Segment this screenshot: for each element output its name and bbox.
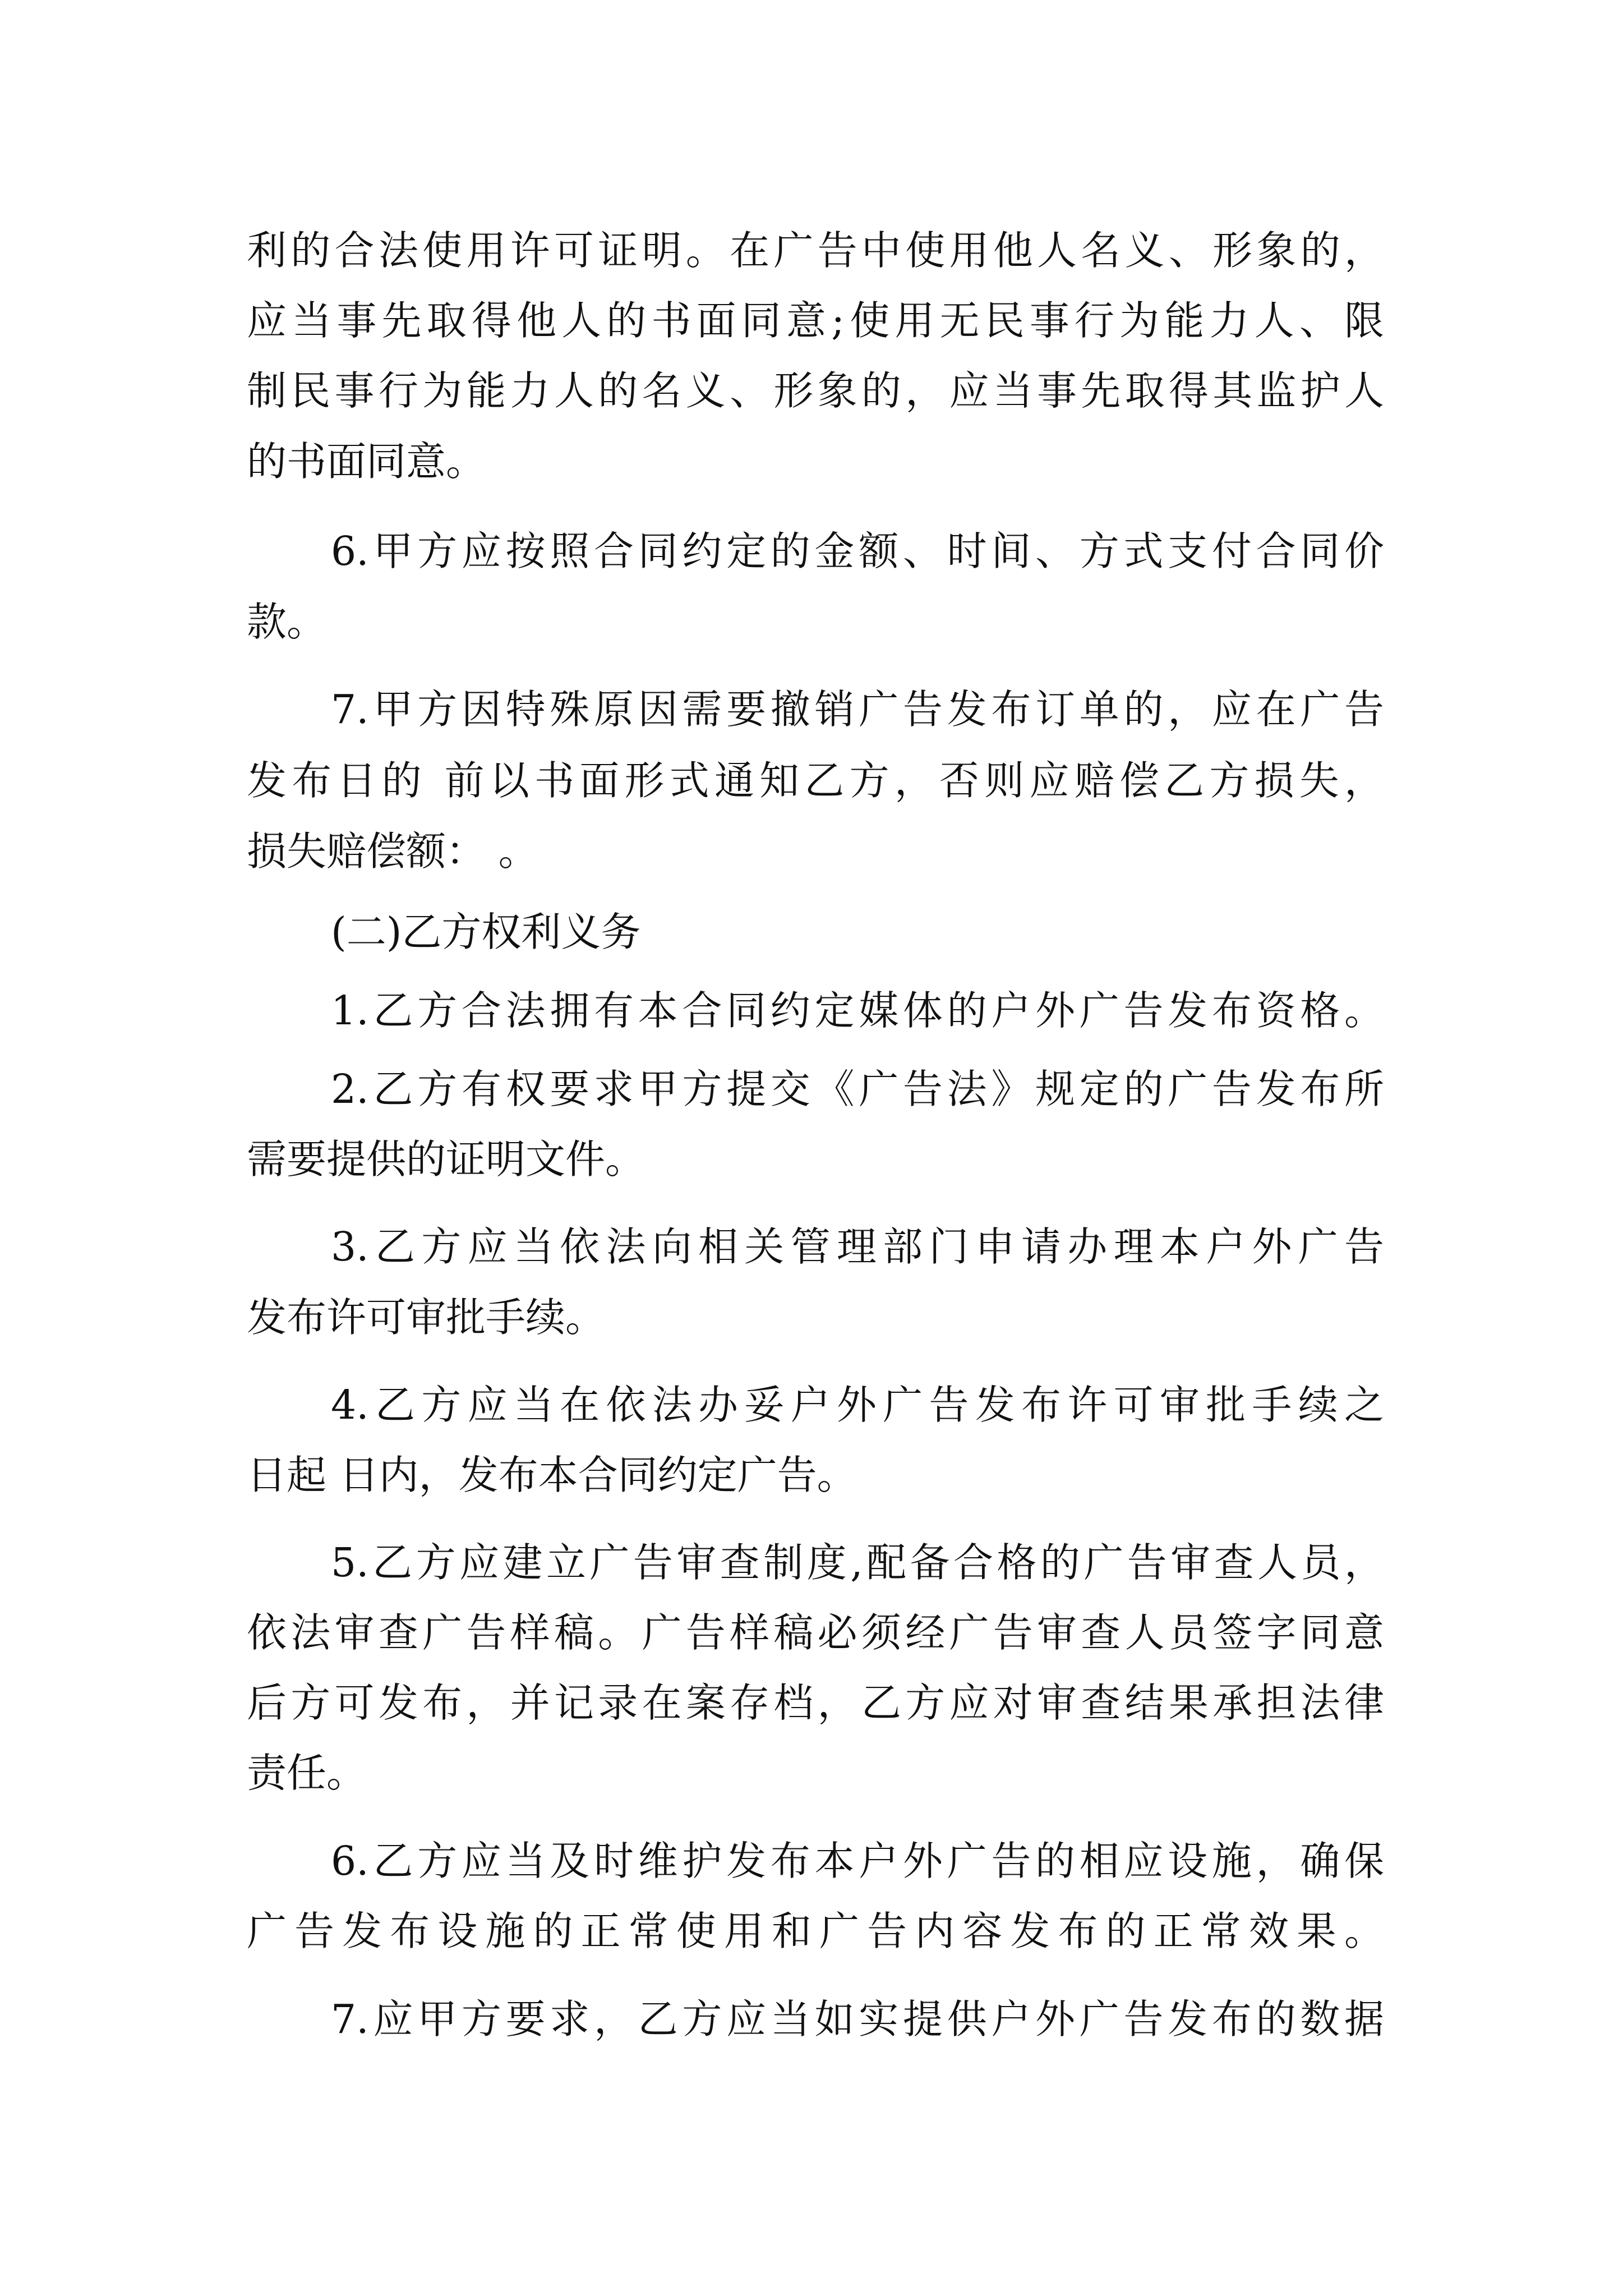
text-line: 1.乙方合法拥有本合同约定媒体的户外广告发布资格。 (331, 987, 1384, 1034)
text-line: 依法审查广告样稿。广告样稿必须经广告审查人员签字同意 (247, 1609, 1384, 1656)
text-line: 应当事先取得他人的书面同意;使用无民事行为能力人、限 (247, 297, 1384, 344)
text-line: 7.甲方因特殊原因需要撤销广告发布订单的，应在广告 (331, 686, 1384, 733)
text-line: 需要提供的证明文件。 (247, 1136, 645, 1182)
text-line: 款。 (247, 599, 327, 645)
text-line: 发布许可审批手续。 (247, 1294, 606, 1341)
text-line: 责任。 (247, 1750, 367, 1796)
text-line: 日起 日内，发布本合同约定广告。 (247, 1452, 857, 1498)
text-line: 利的合法使用许可证明。在广告中使用他人名义、形象的， (247, 227, 1384, 274)
text-line: 6.甲方应按照合同约定的金额、时间、方式支付合同价 (331, 528, 1384, 574)
text-line: 5.乙方应建立广告审查制度,配备合格的广告审查人员， (331, 1539, 1384, 1586)
text-line: 制民事行为能力人的名义、形象的，应当事先取得其监护人 (247, 367, 1384, 414)
text-line: 的书面同意。 (247, 438, 486, 485)
text-line: 广告发布设施的正常使用和广告内容发布的正常效果。 (247, 1908, 1384, 1954)
section-heading: (二)乙方权利义务 (331, 909, 641, 955)
text-line: 3.乙方应当依法向相关管理部门申请办理本户外广告 (331, 1223, 1384, 1270)
text-line: 4.乙方应当在依法办妥户外广告发布许可审批手续之 (331, 1382, 1384, 1428)
text-line: 后方可发布，并记录在案存档，乙方应对审查结果承担法律 (247, 1680, 1384, 1726)
text-line: 2.乙方有权要求甲方提交《广告法》规定的广告发布所 (331, 1066, 1384, 1112)
text-line: 6.乙方应当及时维护发布本户外广告的相应设施，确保 (331, 1838, 1384, 1884)
text-line: 损失赔偿额： 。 (247, 828, 538, 875)
text-line: 发布日的 前以书面形式通知乙方，否则应赔偿乙方损失， (247, 757, 1384, 804)
text-line: 7.应甲方要求，乙方应当如实提供户外广告发布的数据 (331, 1996, 1384, 2042)
